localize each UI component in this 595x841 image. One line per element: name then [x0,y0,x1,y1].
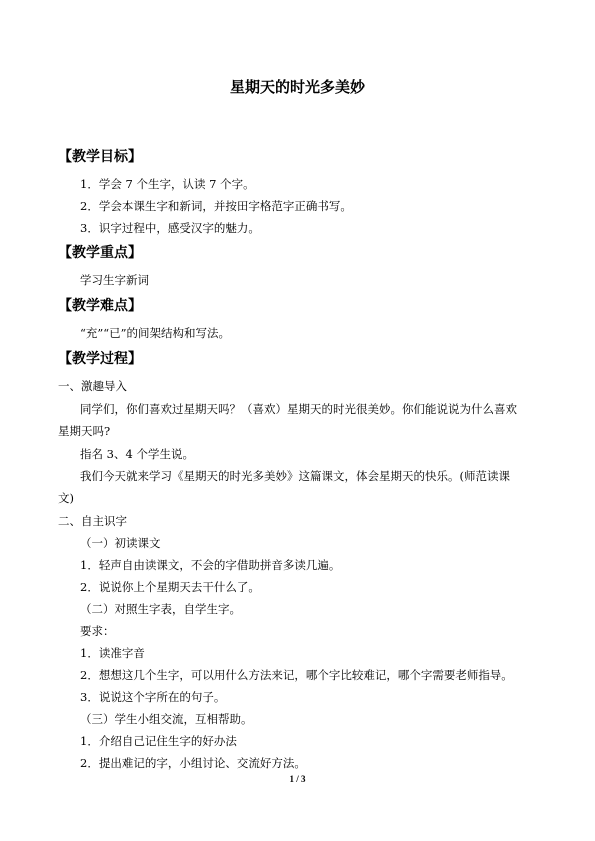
process-line: （二）对照生字表，自学生字。 [80,602,241,616]
process-line: 2．想想这几个生字，可以用什么方法来记，哪个字比较难记，哪个字需要老师指导。 [80,668,513,682]
goal-item-2: 2．学会本课生字和新词，并按田字格范字正确书写。 [80,199,352,213]
process-line: 1．轻声自由读课文，不会的字借助拼音多读几遍。 [80,558,341,572]
process-line: 1．读准字音 [80,646,145,660]
process-line: 一、激趣导入 [58,379,127,393]
process-line: 我们今天就来学习《星期天的时光多美妙》这篇课文，体会星期天的快乐。(师范读课 [80,469,510,483]
page-number: 1 / 3 [289,774,306,784]
process-line: 2．提出难记的字，小组讨论、交流好方法。 [80,756,306,770]
section-heading-process: 【教学过程】 [58,351,142,367]
process-line: 文) [58,491,74,505]
key-points-text: 学习生字新词 [80,273,149,287]
process-line: 要求： [80,624,115,638]
process-line: （一）初读课文 [80,536,161,550]
goal-item-1: 1．学会 7 个生字，认读 7 个字。 [80,177,255,191]
process-line: 2．说说你上个星期天去干什么了。 [80,580,260,594]
section-heading-key-points: 【教学重点】 [58,245,142,261]
process-line: 同学们，你们喜欢过星期天吗？（喜欢）星期天的时光很美妙。你们能说说为什么喜欢 [80,402,517,416]
section-heading-goals: 【教学目标】 [58,149,142,165]
process-line: 二、自主识字 [58,514,127,528]
process-line: 1．介绍自己记住生字的好办法 [80,734,237,748]
goal-item-3: 3．识字过程中，感受汉字的魅力。 [80,221,260,235]
process-line: 星期天吗? [58,424,111,438]
difficulties-text: “充”“已”的间架结构和写法。 [80,326,231,340]
process-line: 指名 3、4 个学生说。 [80,447,194,461]
process-line: （三）学生小组交流，互相帮助。 [80,712,253,726]
section-heading-difficulties: 【教学难点】 [58,298,142,314]
process-line: 3．说说这个字所在的句子。 [80,690,226,704]
document-title: 星期天的时光多美妙 [229,78,365,96]
